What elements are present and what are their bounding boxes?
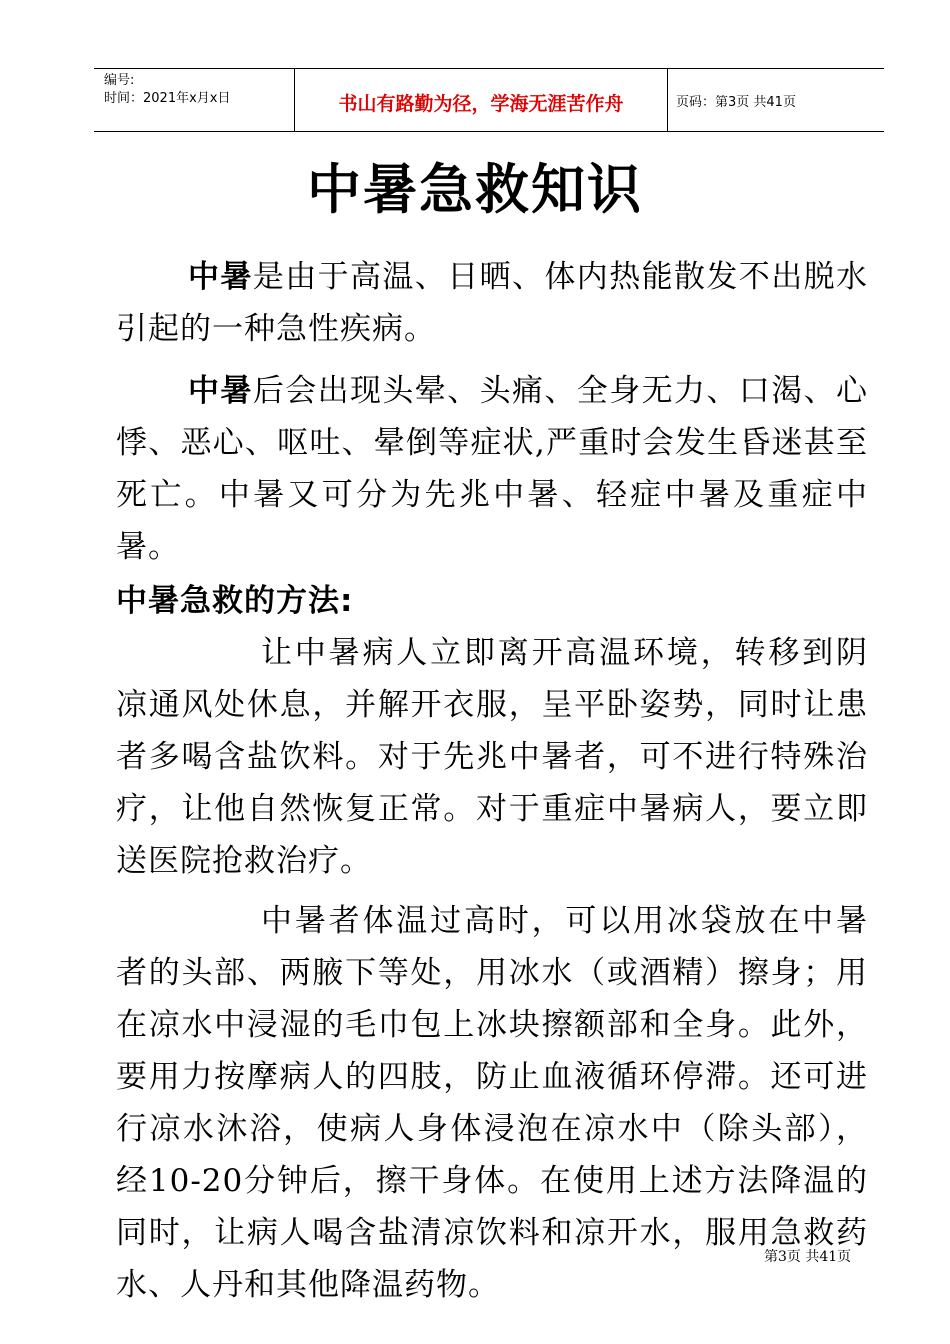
symptoms-text: 后会出现头晕、头痛、全身无力、口渴、心悸、恶心、呕吐、晕倒等症状,严重时会发生昏迷甚至死亡。中暑又可分为先兆中暑、轻症中暑及重症中暑。 — [116, 373, 869, 565]
serial-number-label: 编号: — [104, 73, 135, 88]
symptoms-term: 中暑 — [188, 373, 253, 409]
header-page-info: 页码：第3页 共41页 — [676, 95, 796, 110]
intro-term: 中暑 — [188, 259, 253, 295]
page-footer: 第3页 共41页 — [764, 1249, 852, 1265]
document-title: 中暑急救知识 — [307, 158, 643, 221]
date-label: 时间：2021年x月x日 — [104, 91, 231, 106]
page-header — [94, 68, 884, 132]
header-page-cell — [668, 69, 884, 131]
header-meta-cell — [94, 69, 294, 131]
method-paragraph-2: 中暑者体温过高时，可以用冰袋放在中暑者的头部、两腋下等处，用冰水（或酒精）擦身；用在凉水中浸湿的毛巾包上冰块擦额部和全身。此外，要用力按摩病人的四肢，防止血液循环停滞。还可进行凉水沐浴，使病人身体浸泡在凉水中（除头部），经10-20分钟后，擦干身体。在使用上述方法降温的同时，让病人喝含盐清凉饮料和凉开水，服用急救药水、人丹和其他降温药物。 — [116, 903, 868, 1303]
symptoms-paragraph — [116, 365, 868, 573]
document-body — [116, 251, 868, 1311]
intro-paragraph — [116, 251, 868, 355]
header-motto: 书山有路勤为径，学海无涯苦作舟 — [338, 93, 624, 115]
intro-text: 是由于高温、日晒、体内热能散发不出脱水引起的一种急性疾病。 — [116, 259, 869, 347]
method-heading: 中暑急救的方法: — [116, 583, 354, 619]
method-paragraph-1: 让中暑病人立即离开高温环境，转移到阴凉通风处休息，并解开衣服，呈平卧姿势，同时让患者多喝含盐饮料。对于先兆中暑者，可不进行特殊治疗，让他自然恢复正常。对于重症中暑病人，要立即送医院抢救治疗。 — [116, 635, 868, 879]
header-motto-cell — [294, 69, 668, 131]
